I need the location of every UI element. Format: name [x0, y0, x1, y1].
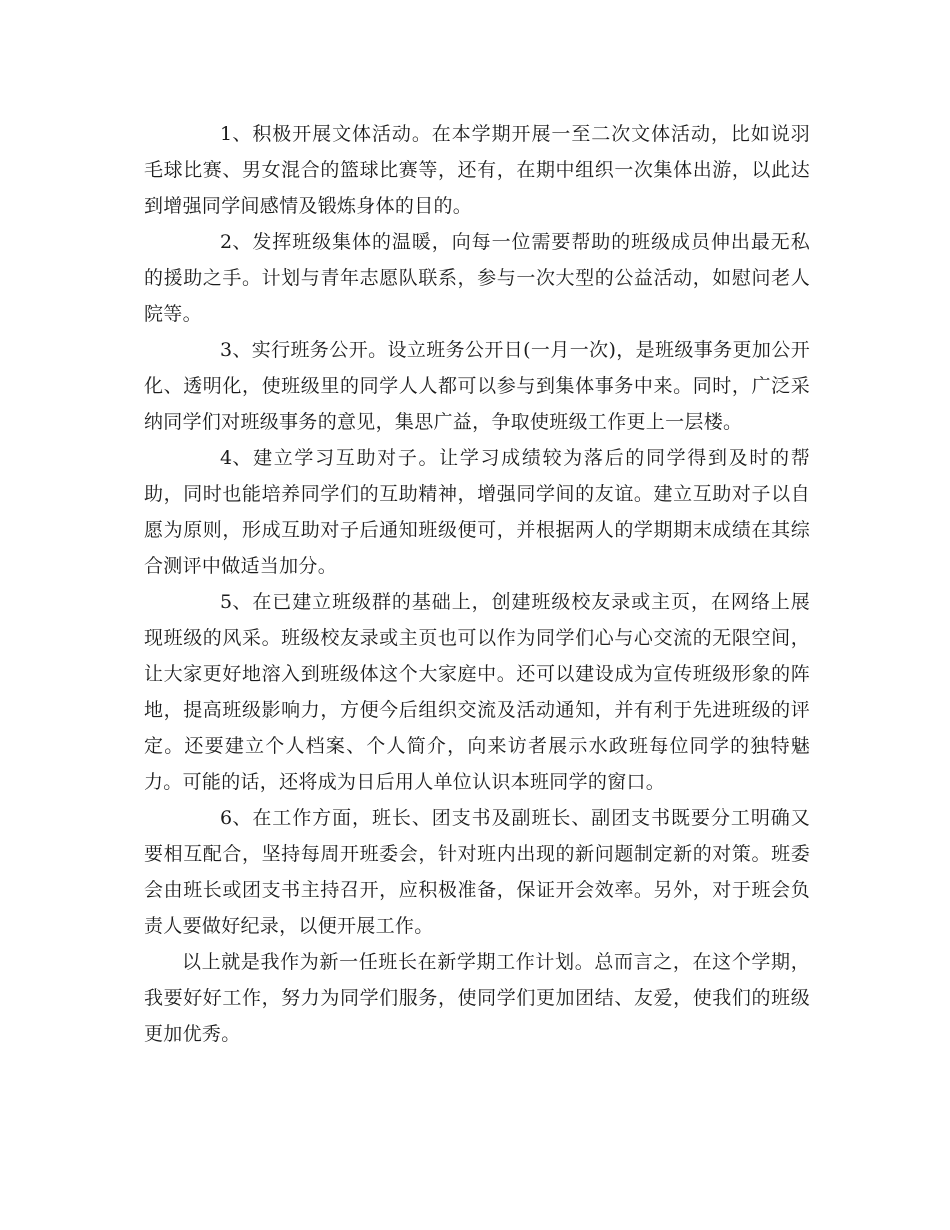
- paragraph-item-6: [144, 800, 810, 944]
- item-text: 积极开展文体活动。在本学期开展一至二次文体活动，比如说羽毛球比赛、男女混合的篮球比赛等，还有，在期中组织一次集体出游，以此达到增强同学间感情及锻炼身体的目的。: [144, 123, 810, 217]
- item-number: 2、: [220, 231, 252, 253]
- item-text: 在工作方面，班长、团支书及副班长、副团支书既要分工明确又要相互配合，坚持每周开班委会，针对班内出现的新问题制定新的对策。班委会由班长或团支书主持召开，应积极准备，保证开会效率。另外，对于班会负责人要做好纪录，以便开展工作。: [144, 807, 810, 937]
- item-number: 6、: [220, 807, 252, 829]
- item-number: 1、: [220, 123, 252, 145]
- item-text: 实行班务公开。设立班务公开日(一月一次)，是班级事务更加公开化、透明化，使班级里的同学人人都可以参与到集体事务中来。同时，广泛采纳同学们对班级事务的意见，集思广益，争取使班级工作更上一层楼。: [144, 339, 810, 433]
- item-number: 5、: [220, 591, 252, 613]
- paragraph-item-4: [144, 440, 810, 584]
- paragraph-item-2: [144, 224, 810, 332]
- paragraph-conclusion: 以上就是我作为新一任班长在新学期工作计划。总而言之，在这个学期，我要好好工作，努力为同学们服务，使同学们更加团结、友爱，使我们的班级更加优秀。: [144, 951, 810, 1045]
- item-number: 4、: [220, 447, 252, 469]
- paragraph-item-5: [144, 584, 810, 800]
- item-text: 在已建立班级群的基础上，创建班级校友录或主页，在网络上展现班级的风采。班级校友录或主页也可以作为同学们心与心交流的无限空间，让大家更好地溶入到班级体这个大家庭中。还可以建设成为宣传班级形象的阵地，提高班级影响力，方便今后组织交流及活动通知，并有利于先进班级的评定。还要建立个人档案、个人简介，向来访者展示水政班每位同学的独特魅力。可能的话，还将成为日后用人单位认识本班同学的窗口。: [144, 591, 810, 793]
- paragraph-item-1: [144, 116, 810, 224]
- item-text: 建立学习互助对子。让学习成绩较为落后的同学得到及时的帮助，同时也能培养同学们的互助精神，增强同学间的友谊。建立互助对子以自愿为原则，形成互助对子后通知班级便可，并根据两人的学期期末成绩在其综合测评中做适当加分。: [144, 447, 810, 577]
- item-text: 发挥班级集体的温暖，向每一位需要帮助的班级成员伸出最无私的援助之手。计划与青年志愿队联系，参与一次大型的公益活动，如慰问老人院等。: [144, 231, 810, 325]
- item-number: 3、: [220, 339, 252, 361]
- document-body: [144, 116, 810, 1052]
- paragraph-item-3: [144, 332, 810, 440]
